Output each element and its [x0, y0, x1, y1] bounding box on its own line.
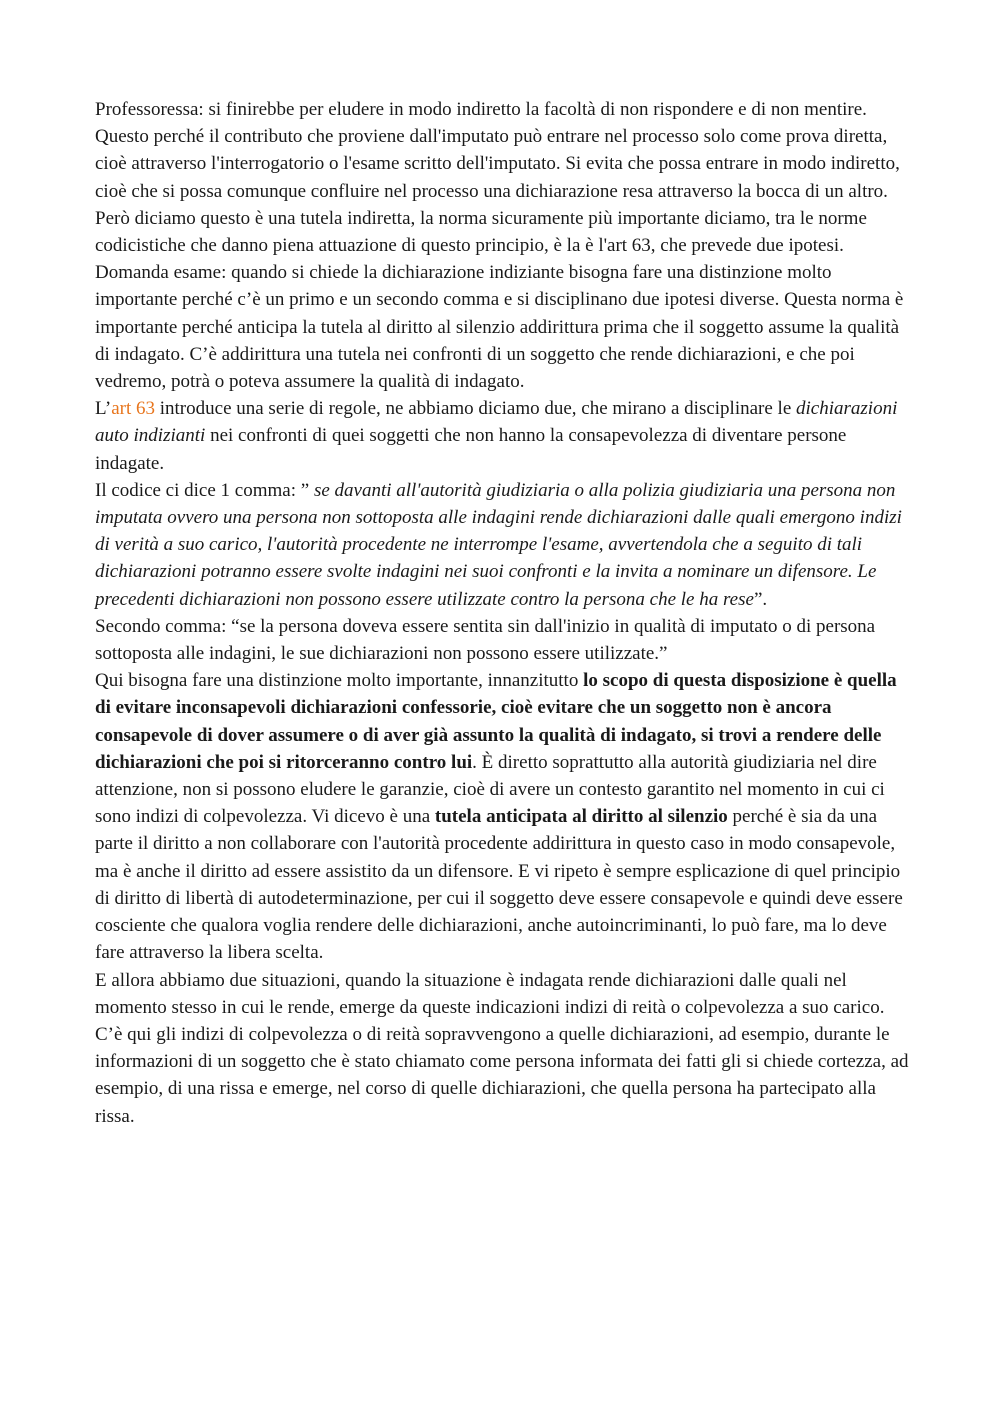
italic-term: dichiarazioni auto indizianti — [95, 398, 898, 447]
paragraph-due-situazioni: E allora abbiamo due situazioni, quando la situazione è indagata rende dichiarazioni dalle quali nel momento stesso in cui le rende, emerge da queste indicazioni indizi di reità o colpevolezza a suo carico. C’è qui gli indizi di colpevolezza o di reità sopravvengono a quelle dichiarazioni, ad esempio, durante le informazioni di un soggetto che è stato chiamato come persona informata dei fatti gli si chiede cortezza, ad esempio, di una rissa e emerge, nel corso di quelle dichiarazioni, che quella persona ha partecipato alla rissa. — [95, 969, 909, 1127]
paragraph-domanda-esame: Domanda esame: quando si chiede la dichiarazione indiziante bisogna fare una distinzione molto importante perché c’è un primo e un secondo comma e si disciplinano due ipotesi diverse. Questa norma è importante perché anticipa la tutela al diritto al silenzio addirittura prima che il soggetto assume la qualità di indagato. C’è addirittura una tutela nei confronti di un soggetto che rende dichiarazioni, e che poi vedremo, potrà o poteva assumere la qualità di indagato. — [95, 262, 904, 393]
text-segment: ”. — [753, 588, 768, 610]
text-segment: . È diretto soprattutto alla autorità giudiziaria nel dire attenzione, non si possono eludere le garanzie, cioè di avere un contesto garantito nel momento in cui ci sono indizi di colpevolezza. Vi dicevo è una — [95, 751, 885, 828]
document-body — [95, 96, 910, 1130]
paragraph-secondo-comma: Secondo comma: “se la persona doveva essere sentita sin dall'inizio in qualità di imputato o di persona sottoposta alle indagini, le sue dichiarazioni non possono essere utilizzate.” — [95, 615, 876, 665]
text-segment: Qui bisogna fare una distinzione molto importante, innanzitutto — [95, 670, 584, 692]
text-segment: introduce una serie di regole, ne abbiamo diciamo due, che mirano a disciplinare le — [155, 398, 797, 420]
bold-scopo: lo scopo di questa disposizione è quella di evitare inconsapevoli dichiarazioni confessorie, cioè evitare che un soggetto non è ancora consapevole di dover assumere o di aver già assunto la qualità di indagato, si trovi a rendere delle dichiarazioni che poi si ritorceranno contro lui — [95, 670, 897, 773]
paragraph-primo-comma — [95, 477, 910, 613]
text-segment: L’ — [95, 398, 112, 420]
paragraph-professoressa: Professoressa: si finirebbe per eludere in modo indiretto la facoltà di non rispondere e di non mentire. Questo perché il contributo che proviene dall'imputato può entrare nel processo solo come prova diretta, cioè attraverso l'interrogatorio o l'esame scritto dell'imputato. Si evita che possa entrare in modo indiretto, cioè che si possa comunque confluire nel processo una dichiarazione resa attraverso la bocca di un altro. Però diciamo questo è una tutela indiretta, la norma sicuramente più importante diciamo, tra le norme codicistiche che danno piena attuazione di questo principio, è la è l'art 63, che prevede due ipotesi. — [95, 99, 900, 257]
text-segment: perché è sia da una parte il diritto a non collaborare con l'autorità procedente addirittura in questo caso in modo consapevole, ma è anche il diritto ad essere assistito da un difensore. E vi ripeto è sempre esplicazione di quel principio di diritto di libertà di autodeterminazione, per cui il soggetto deve essere consapevole e quindi deve essere cosciente che qualora voglia rendere delle dichiarazioni, anche autoincriminanti, lo può fare, ma lo deve fare attraverso la libera scelta. — [95, 806, 903, 964]
paragraph-art-63 — [95, 395, 910, 477]
art-63-link[interactable]: art 63 — [111, 398, 155, 420]
quoted-norm: se davanti all'autorità giudiziaria o alla polizia giudiziaria una persona non imputata ovvero una persona non sottoposta alle indagini rende dichiarazioni dalle quali emergono indizi di verità a suo carico, l'autorità procedente ne interrompe l'esame, avvertendola che a seguito di tali dichiarazioni potranno essere svolte indagini nei suoi confronti e la invita a nominare un difensore. Le precedenti dichiarazioni non possono essere utilizzate contro la persona che le ha rese — [95, 479, 902, 610]
text-segment: Il codice ci dice 1 comma: ” — [95, 479, 314, 501]
text-segment: nei confronti di quei soggetti che non hanno la consapevolezza di diventare persone indagate. — [95, 425, 847, 474]
paragraph-distinzione — [95, 667, 910, 966]
bold-tutela: tutela anticipata al diritto al silenzio — [434, 806, 728, 828]
